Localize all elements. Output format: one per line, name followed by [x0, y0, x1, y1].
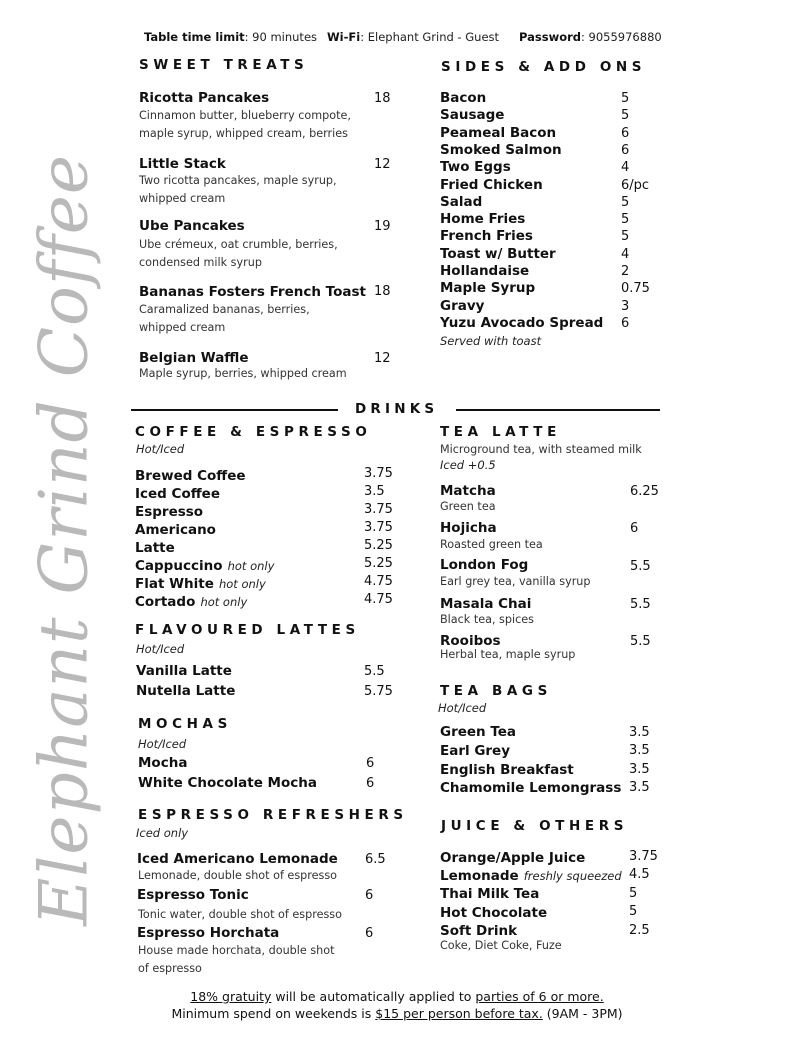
side-item-price: 2	[621, 264, 630, 279]
wifi-info: Wi-Fi: Elephant Grind - Guest	[327, 30, 500, 44]
tea-latte-iced-note: Iced +0.5	[440, 458, 496, 472]
drinks-title: DRINKS	[355, 401, 439, 417]
tea-latte-item-name: Masala Chai	[440, 596, 532, 612]
mocha-item-price: 6	[366, 756, 375, 771]
flavoured-item-price: 5.75	[364, 684, 393, 699]
menu-item-name: Little Stack	[139, 156, 226, 172]
juice-item: Thai Milk Tea	[440, 886, 540, 902]
sides-title: SIDES & ADD ONS	[441, 59, 647, 75]
tea-latte-item-price: 5.5	[630, 559, 651, 574]
side-item-name: Yuzu Avocado Spread	[440, 315, 604, 331]
side-item-price: 5	[621, 195, 630, 210]
juice-item: Soft Drink	[440, 923, 518, 939]
table-time-limit: Table time limit: 90 minutes	[144, 30, 318, 44]
coffee-item: Americano	[135, 522, 216, 538]
soft-drink-desc: Coke, Diet Coke, Fuze	[440, 939, 562, 952]
tea-latte-item-name: London Fog	[440, 557, 529, 573]
menu-item-price: 18	[374, 91, 391, 106]
coffee-item: Brewed Coffee	[135, 468, 246, 484]
side-item-price: 5	[621, 212, 630, 227]
tea-bag-item-price: 3.5	[629, 780, 650, 795]
tea-latte-title: TEA LATTE	[440, 424, 561, 440]
tea-latte-item-price: 6	[630, 521, 639, 536]
side-item-price: 0.75	[621, 281, 650, 296]
coffee-price: 3.75	[364, 466, 393, 481]
juice-item: Lemonade freshly squeezed	[440, 868, 622, 884]
coffee-price: 4.75	[364, 592, 393, 607]
juice-item-price: 2.5	[629, 923, 650, 938]
coffee-item: Iced Coffee	[135, 486, 220, 502]
side-item-name: Home Fries	[440, 211, 526, 227]
side-item-name: Peameal Bacon	[440, 125, 557, 141]
side-item-name: French Fries	[440, 228, 533, 244]
menu-item-desc: Two ricotta pancakes, maple syrup, whipped cream	[139, 174, 337, 205]
coffee-item: Cortado hot only	[135, 594, 248, 610]
coffee-item: Espresso	[135, 504, 204, 520]
flavoured-item-price: 5.5	[364, 664, 385, 679]
side-item-price: 6	[621, 316, 630, 331]
menu-item-price: 12	[374, 157, 391, 172]
side-item-name: Smoked Salmon	[440, 142, 562, 158]
tea-latte-item-name: Rooibos	[440, 633, 501, 649]
side-item-name: Two Eggs	[440, 159, 511, 175]
coffee-price: 5.25	[364, 556, 393, 571]
menu-item-name: Bananas Fosters French Toast	[139, 284, 366, 300]
juice-title: JUICE & OTHERS	[441, 818, 629, 834]
tea-bag-item-name: Chamomile Lemongrass	[440, 780, 622, 796]
tea-bag-item-price: 3.5	[629, 725, 650, 740]
refresher-item-desc: Lemonade, double shot of espresso	[138, 869, 337, 882]
tea-latte-item-price: 6.25	[630, 484, 659, 499]
refresher-item-name: Espresso Tonic	[137, 887, 249, 903]
flavoured-sub: Hot/Iced	[136, 642, 185, 656]
side-item-price: 4	[621, 247, 630, 262]
menu-item-desc: Cinnamon butter, blueberry compote, maple syrup, whipped cream, berries	[139, 109, 351, 140]
mocha-item-name: White Chocolate Mocha	[138, 775, 317, 791]
tea-latte-item-desc: Green tea	[440, 500, 496, 513]
coffee-price: 3.75	[364, 502, 393, 517]
side-item-price: 3	[621, 299, 630, 314]
divider-right	[456, 409, 660, 411]
menu-item-name: Ricotta Pancakes	[139, 90, 270, 106]
tea-bag-item-name: Earl Grey	[440, 743, 511, 759]
coffee-price: 5.25	[364, 538, 393, 553]
menu-item-desc: Maple syrup, berries, whipped cream	[139, 367, 347, 380]
coffee-title: COFFEE & ESPRESSO	[135, 424, 372, 440]
tea-bag-item-price: 3.5	[629, 743, 650, 758]
side-item-price: 6	[621, 126, 630, 141]
side-item-name: Maple Syrup	[440, 280, 536, 296]
sweet-treats-title: SWEET TREATS	[139, 57, 309, 73]
refresher-item-price: 6	[365, 926, 374, 941]
side-item-price: 6	[621, 143, 630, 158]
side-item-name: Bacon	[440, 90, 487, 106]
tea-latte-item-desc: Black tea, spices	[440, 613, 534, 626]
refresher-item-name: Espresso Horchata	[137, 925, 280, 941]
side-item-price: 5	[621, 229, 630, 244]
mocha-item-price: 6	[366, 776, 375, 791]
coffee-item: Cappuccino hot only	[135, 558, 275, 574]
coffee-item: Flat White hot only	[135, 576, 266, 592]
refreshers-sub: Iced only	[136, 826, 189, 840]
juice-item: Orange/Apple Juice	[440, 850, 586, 866]
tea-bag-item-name: English Breakfast	[440, 762, 574, 778]
juice-item: Hot Chocolate	[440, 905, 548, 921]
menu-item-price: 19	[374, 219, 391, 234]
menu-item-price: 18	[374, 284, 391, 299]
sides-note: Served with toast	[440, 334, 542, 348]
juice-item-price: 3.75	[629, 849, 658, 864]
coffee-item: Latte	[135, 540, 175, 556]
flavoured-title: FLAVOURED LATTES	[135, 622, 360, 638]
tea-bags-sub: Hot/Iced	[438, 701, 487, 715]
side-item-price: 5	[621, 108, 630, 123]
divider-left	[131, 409, 338, 411]
side-item-name: Salad	[440, 194, 483, 210]
tea-latte-item-price: 5.5	[630, 634, 651, 649]
tea-latte-item-desc: Herbal tea, maple syrup	[440, 648, 576, 661]
refresher-item-desc: House made horchata, double shot of espresso	[138, 944, 335, 975]
side-item-price: 6/pc	[621, 178, 650, 193]
coffee-price: 3.5	[364, 484, 385, 499]
side-item-price: 5	[621, 91, 630, 106]
tea-latte-item-desc: Roasted green tea	[440, 538, 543, 551]
coffee-price: 4.75	[364, 574, 393, 589]
refresher-item-price: 6	[365, 888, 374, 903]
gratuity-note: 18% gratuity will be automatically applied to parties of 6 or more.	[190, 989, 604, 1004]
menu-item-name: Ube Pancakes	[139, 218, 245, 234]
side-item-name: Sausage	[440, 107, 505, 123]
flavoured-item-name: Nutella Latte	[136, 683, 236, 699]
tea-bag-item-price: 3.5	[629, 762, 650, 777]
mocha-item-name: Mocha	[138, 755, 188, 771]
wifi-password: Password: 9055976880	[519, 30, 662, 44]
juice-item-price: 5	[629, 886, 638, 901]
tea-latte-item-desc: Earl grey tea, vanilla syrup	[440, 575, 591, 588]
flavoured-item-name: Vanilla Latte	[136, 663, 232, 679]
side-item-name: Hollandaise	[440, 263, 530, 279]
refresher-item-price: 6.5	[365, 852, 386, 867]
minimum-spend-note: Minimum spend on weekends is $15 per person before tax. (9AM - 3PM)	[171, 1006, 623, 1021]
menu-item-desc: Ube crémeux, oat crumble, berries, condensed milk syrup	[139, 238, 338, 269]
refresher-item-desc: Tonic water, double shot of espresso	[138, 908, 342, 921]
mochas-title: MOCHAS	[138, 716, 232, 732]
juice-item-price: 4.5	[629, 867, 650, 882]
refresher-item-name: Iced Americano Lemonade	[137, 851, 338, 867]
tea-latte-item-name: Matcha	[440, 483, 496, 499]
tea-bags-title: TEA BAGS	[440, 683, 552, 699]
side-item-name: Toast w/ Butter	[440, 246, 556, 262]
tea-latte-item-price: 5.5	[630, 597, 651, 612]
side-item-name: Gravy	[440, 298, 485, 314]
tea-bag-item-name: Green Tea	[440, 724, 517, 740]
side-item-name: Fried Chicken	[440, 177, 543, 193]
side-item-price: 4	[621, 160, 630, 175]
menu-item-desc: Caramalized bananas, berries, whipped cream	[139, 303, 310, 334]
coffee-price: 3.75	[364, 520, 393, 535]
refreshers-title: ESPRESSO REFRESHERS	[138, 807, 408, 823]
tea-latte-sub: Microground tea, with steamed milk	[440, 443, 642, 456]
coffee-sub: Hot/Iced	[136, 442, 185, 456]
tea-latte-item-name: Hojicha	[440, 520, 497, 536]
mochas-sub: Hot/Iced	[138, 737, 187, 751]
menu-item-name: Belgian Waffle	[139, 350, 249, 366]
brand-script-logo: Elephant Grind Coffee	[25, 154, 103, 926]
juice-item-price: 5	[629, 904, 638, 919]
menu-item-price: 12	[374, 351, 391, 366]
